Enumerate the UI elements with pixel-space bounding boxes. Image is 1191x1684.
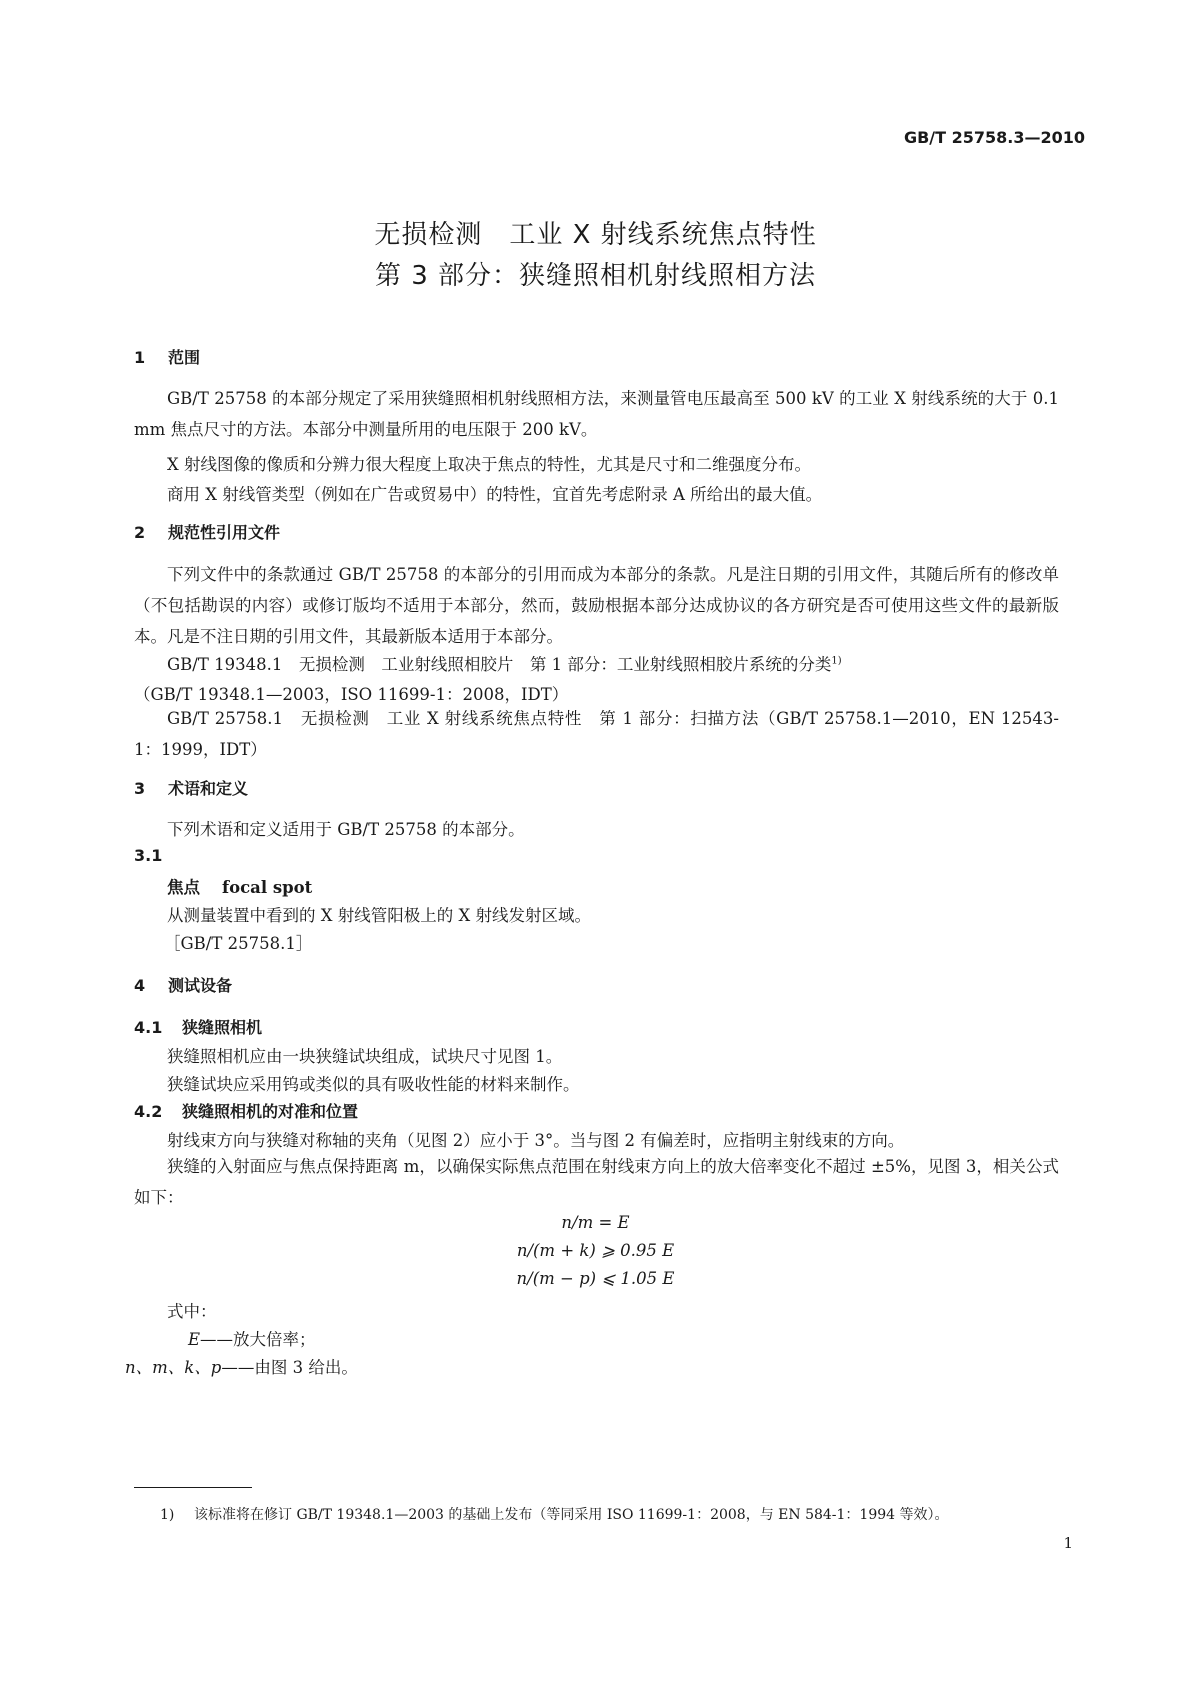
subsection-number: 4.1 (134, 1018, 163, 1037)
section-1-paragraph-2: X 射线图像的像质和分辨力很大程度上取决于焦点的特性，尤其是尺寸和二维强度分布。 (167, 455, 811, 474)
term-definition: 从测量装置中看到的 X 射线管阳极上的 X 射线发射区域。 (167, 906, 591, 925)
standard-number: GB/T 25758.3—2010 (903, 128, 1085, 147)
section-4-heading (134, 973, 232, 996)
page-number: 1 (1063, 1534, 1073, 1552)
subsection-title: 狭缝照相机 (182, 1018, 263, 1037)
section-title: 术语和定义 (168, 779, 249, 798)
section-number: 2 (134, 523, 146, 542)
section-number: 1 (134, 348, 146, 367)
formula-3: n/(m − p) ⩽ 1.05 E (516, 1269, 675, 1288)
subsection-title: 狭缝照相机的对准和位置 (182, 1102, 359, 1121)
variable-symbol: n、m、k、p (125, 1358, 222, 1377)
footnote-text: 该标准将在修订 GB/T 19348.1—2003 的基础上发布（等同采用 ISO 11699-1：2008，与 EN 584-1：1994 等效）。 (194, 1507, 949, 1523)
section-1-heading (134, 345, 200, 368)
section-3-heading (134, 776, 248, 799)
subsection-4-1-paragraph-2: 狭缝试块应采用钨或类似的具有吸收性能的材料来制作。 (167, 1075, 580, 1094)
variable-definition: ——放大倍率； (200, 1330, 316, 1349)
page-title-line2: 第 3 部分：狭缝照相机射线照相方法 (374, 261, 817, 291)
variable-definition: ——由图 3 给出。 (221, 1358, 358, 1377)
reference-2: GB/T 25758.1 无损检测 工业 X 射线系统焦点特性 第 1 部分：扫描方法（GB/T 25758.1—2010，EN 12543-1：1999，IDT） (134, 709, 1059, 759)
subsection-4-2-paragraph-2: 狭缝的入射面应与焦点保持距离 m，以确保实际焦点范围在射线束方向上的放大倍率变化不超过 ±5%，见图 3，相关公式如下： (134, 1157, 1059, 1207)
subsection-4-2-paragraph-1: 射线束方向与狭缝对称轴的夹角（见图 2）应小于 3°。当与图 2 有偏差时，应指明主射线束的方向。 (167, 1131, 905, 1150)
section-number: 4 (134, 976, 146, 995)
section-number: 3 (134, 779, 146, 798)
section-2-heading (134, 520, 280, 543)
section-title: 规范性引用文件 (168, 523, 281, 542)
term-source: ［GB/T 25758.1］ (164, 934, 313, 953)
term-english: focal spot (222, 878, 313, 897)
subsection-4-2-heading (134, 1099, 358, 1122)
subsection-4-1-paragraph-1: 狭缝照相机应由一块狭缝试块组成，试块尺寸见图 1。 (167, 1047, 563, 1066)
reference-1-continuation: （GB/T 19348.1—2003，ISO 11699-1：2008，IDT） (134, 685, 569, 704)
variable-symbol: E (188, 1330, 201, 1349)
footnote (160, 1504, 949, 1524)
subsection-number: 4.2 (134, 1102, 163, 1121)
term-number: 3.1 (134, 846, 163, 865)
section-2-paragraph-1: 下列文件中的条款通过 GB/T 25758 的本部分的引用而成为本部分的条款。凡是注日期的引用文件，其随后所有的修改单（不包括勘误的内容）或修订版均不适用于本部分，然而，鼓励根据本部分达成协议的各方研究是否可使用这些文件的最新版本。凡是不注日期的引用文件，其最新版本适用于本部分。 (134, 565, 1059, 646)
page-title-line1: 无损检测 工业 X 射线系统焦点特性 (374, 220, 817, 250)
section-title: 测试设备 (168, 976, 233, 995)
footnote-marker: 1) (160, 1507, 175, 1523)
footnote-marker: 1) (831, 655, 842, 667)
section-1-paragraph-1: GB/T 25758 的本部分规定了采用狭缝照相机射线照相方法，来测量管电压最高至 500 kV 的工业 X 射线系统的大于 0.1 mm 焦点尺寸的方法。本部分中测量所用的电压限于 200 kV。 (134, 389, 1059, 439)
where-item-1 (188, 1326, 316, 1350)
formula-2: n/(m + k) ⩾ 0.95 E (516, 1241, 675, 1260)
where-item-2 (125, 1354, 358, 1378)
where-label: 式中： (167, 1302, 217, 1321)
reference-1-text: GB/T 19348.1 无损检测 工业射线照相胶片 第 1 部分：工业射线照相胶片系统的分类 (167, 655, 832, 674)
reference-1 (167, 651, 842, 675)
subsection-4-1-heading (134, 1015, 262, 1038)
footnote-separator (134, 1487, 252, 1488)
section-3-paragraph-1: 下列术语和定义适用于 GB/T 25758 的本部分。 (167, 820, 525, 839)
section-title: 范围 (168, 348, 201, 367)
section-1-paragraph-3: 商用 X 射线管类型（例如在广告或贸易中）的特性，宜首先考虑附录 A 所给出的最大值。 (167, 485, 823, 504)
formula-1: n/m = E (561, 1213, 630, 1232)
term-entry (167, 874, 312, 898)
term-chinese: 焦点 (167, 878, 200, 897)
